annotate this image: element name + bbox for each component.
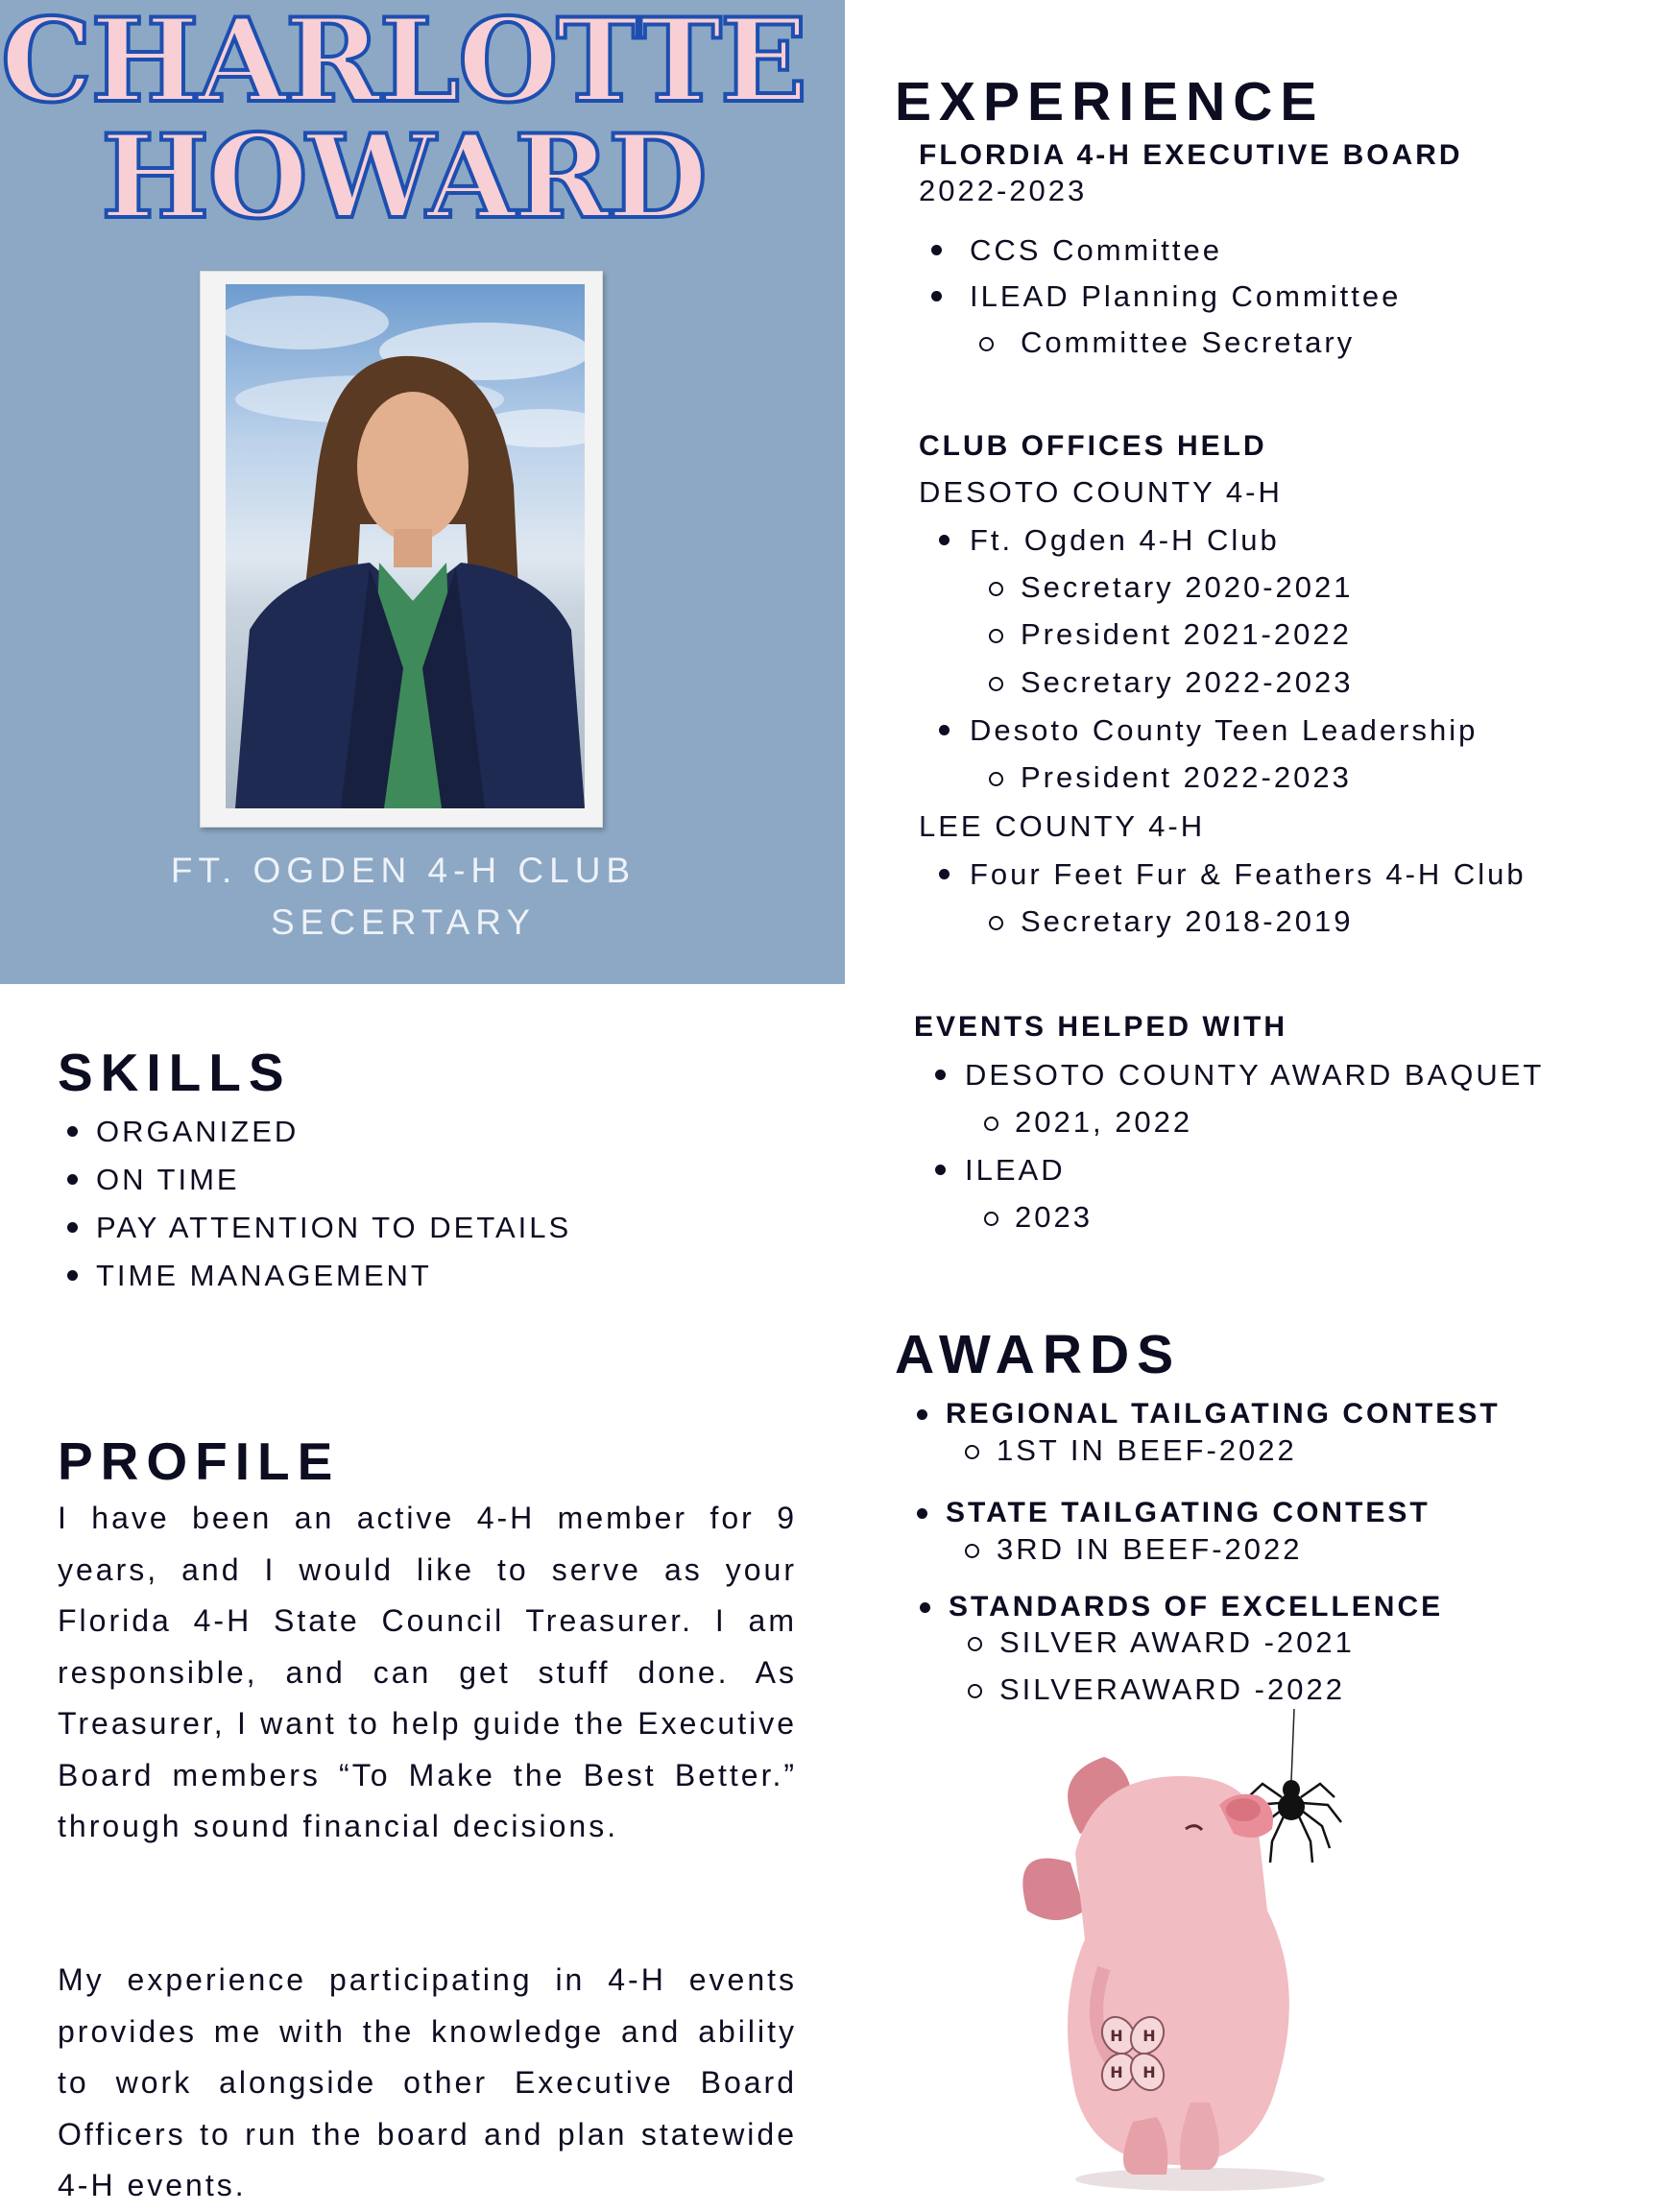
sub-bullet xyxy=(989,916,1003,930)
club-offices-heading: CLUB OFFICES HELD xyxy=(919,430,1267,462)
board-subitem: Committee Secretary xyxy=(1021,325,1356,359)
sub-bullet xyxy=(968,1637,982,1651)
svg-text:H: H xyxy=(1110,2027,1123,2045)
profile-paragraph-2: My experience participating in 4-H events provides me with the knowledge and ability to work alongside other Executive Board Officers to run the board and plan statewide 4-H events. xyxy=(58,1962,797,2202)
skill-item: ON TIME xyxy=(96,1163,240,1196)
event-item: ILEAD xyxy=(965,1153,1066,1187)
fourfeet-role: Secretary 2018-2019 xyxy=(1021,904,1354,938)
sub-bullet xyxy=(989,772,1003,786)
award-detail: 3RD IN BEEF-2022 xyxy=(997,1532,1303,1566)
fourfeet-club: Four Feet Fur & Feathers 4-H Club xyxy=(970,857,1527,891)
pig-illustration xyxy=(989,1719,1373,2199)
profile-paragraph-1: I have been an active 4-H member for 9 years, and I would like to serve as your Florida 4-H State Council Treasurer. I am responsible, and can get stuff done. As Treasurer, I want to help guide the Executive Board members “To Make the Best Better.” through sound financial decisions. xyxy=(58,1501,797,1843)
bullet xyxy=(939,869,950,879)
header-panel xyxy=(0,0,845,984)
desoto-heading: DESOTO COUNTY 4-H xyxy=(919,475,1283,509)
first-name: CHARLOTTE xyxy=(0,0,806,129)
award-detail: SILVERAWARD -2022 xyxy=(999,1672,1345,1706)
ftogden-role: Secretary 2020-2021 xyxy=(1021,570,1354,604)
sub-bullet xyxy=(965,1544,979,1558)
bullet xyxy=(67,1174,78,1185)
event-item: DESOTO COUNTY AWARD BAQUET xyxy=(965,1058,1545,1092)
board-years: 2022-2023 xyxy=(919,174,1088,207)
bullet xyxy=(67,1270,78,1281)
skill-item: ORGANIZED xyxy=(96,1115,300,1148)
board-item: ILEAD Planning Committee xyxy=(970,279,1402,313)
bullet xyxy=(931,291,942,301)
bullet xyxy=(67,1222,78,1233)
event-year: 2023 xyxy=(1015,1200,1093,1234)
teen-leadership: Desoto County Teen Leadership xyxy=(970,713,1479,747)
sub-bullet xyxy=(989,677,1003,691)
ftogden-role: President 2021-2022 xyxy=(1021,617,1352,651)
club-title-line1: FT. OGDEN 4-H CLUB xyxy=(170,851,637,890)
bullet xyxy=(939,535,950,545)
ftogden-role: Secretary 2022-2023 xyxy=(1021,665,1354,699)
awards-heading: AWARDS xyxy=(895,1324,1182,1385)
bullet xyxy=(917,1508,927,1519)
bullet xyxy=(931,245,942,255)
sub-bullet xyxy=(989,629,1003,643)
bullet xyxy=(67,1126,78,1137)
award-title: REGIONAL TAILGATING CONTEST xyxy=(946,1398,1501,1430)
bullet xyxy=(935,1165,946,1175)
sub-bullet xyxy=(989,582,1003,596)
skills-heading: SKILLS xyxy=(58,1043,292,1102)
board-title: FLORDIA 4-H EXECUTIVE BOARD xyxy=(919,139,1463,171)
bullet xyxy=(917,1409,927,1420)
club-title-line2: SECERTARY xyxy=(270,902,537,942)
sub-bullet xyxy=(965,1445,979,1459)
svg-text:H: H xyxy=(1142,2027,1156,2045)
award-title: STANDARDS OF EXCELLENCE xyxy=(949,1591,1444,1623)
ftogden-club: Ft. Ogden 4-H Club xyxy=(970,523,1280,557)
svg-text:H: H xyxy=(1142,2063,1156,2081)
lee-heading: LEE COUNTY 4-H xyxy=(919,809,1206,843)
event-years: 2021, 2022 xyxy=(1015,1105,1193,1139)
sub-bullet xyxy=(979,337,994,351)
experience-heading: EXPERIENCE xyxy=(895,71,1325,132)
portrait-frame xyxy=(200,271,603,828)
bullet xyxy=(935,1070,946,1080)
award-detail: SILVER AWARD -2021 xyxy=(999,1625,1355,1659)
sub-bullet xyxy=(984,1212,998,1226)
sub-bullet xyxy=(968,1684,982,1698)
sub-bullet xyxy=(984,1117,998,1131)
portrait-photo xyxy=(226,284,585,808)
award-detail: 1ST IN BEEF-2022 xyxy=(997,1433,1297,1467)
events-heading: EVENTS HELPED WITH xyxy=(914,1011,1288,1043)
last-name: HOWARD xyxy=(101,109,706,245)
skill-item: PAY ATTENTION TO DETAILS xyxy=(96,1211,572,1244)
award-title: STATE TAILGATING CONTEST xyxy=(946,1497,1431,1528)
skill-item: TIME MANAGEMENT xyxy=(96,1259,432,1292)
teen-role: President 2022-2023 xyxy=(1021,760,1352,794)
bullet xyxy=(920,1602,930,1613)
svg-text:H: H xyxy=(1110,2063,1123,2081)
bullet xyxy=(939,725,950,735)
board-item: CCS Committee xyxy=(970,233,1222,267)
profile-heading: PROFILE xyxy=(58,1431,341,1491)
